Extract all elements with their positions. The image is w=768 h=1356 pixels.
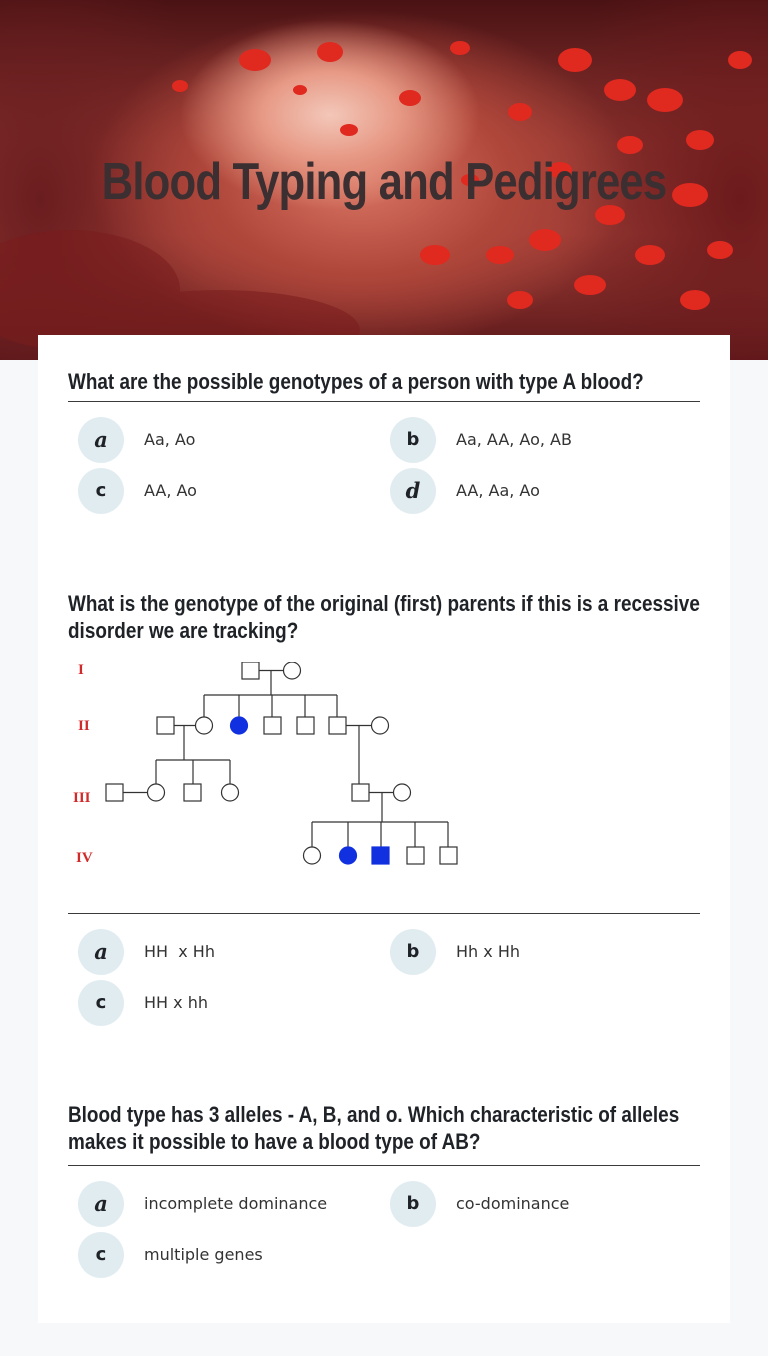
male-individual xyxy=(297,717,314,734)
option-letter: a xyxy=(78,929,124,975)
option-letter: b xyxy=(390,417,436,463)
female-individual xyxy=(372,717,389,734)
male-individual xyxy=(106,784,123,801)
option-letter: c xyxy=(78,980,124,1026)
option-label: multiple genes xyxy=(144,1245,263,1264)
affected-male-individual xyxy=(372,847,389,864)
question-2 xyxy=(68,590,700,1013)
pedigree-chart xyxy=(68,662,488,892)
divider xyxy=(68,913,700,914)
male-individual xyxy=(157,717,174,734)
female-individual xyxy=(394,784,411,801)
option-letter: b xyxy=(390,1181,436,1227)
female-individual xyxy=(304,847,321,864)
male-individual xyxy=(264,717,281,734)
option-letter: a xyxy=(78,417,124,463)
question-1-text: What are the possible genotypes of a person with type A blood? xyxy=(68,369,644,394)
question-1 xyxy=(68,368,700,503)
male-individual xyxy=(352,784,369,801)
male-individual xyxy=(184,784,201,801)
option-label: Hh x Hh xyxy=(456,942,520,961)
question-3 xyxy=(68,1101,700,1265)
female-individual xyxy=(148,784,165,801)
option-label: co-dominance xyxy=(456,1194,570,1213)
affected-female-individual xyxy=(340,847,357,864)
female-individual xyxy=(222,784,239,801)
divider xyxy=(68,1165,700,1166)
divider xyxy=(68,401,700,402)
option-letter: a xyxy=(78,1181,124,1227)
option-label: AA, Aa, Ao xyxy=(456,481,540,500)
generation-label-ii: II xyxy=(78,718,90,734)
option-label: Aa, Ao xyxy=(144,430,196,449)
option-letter: c xyxy=(78,1232,124,1278)
female-individual xyxy=(196,717,213,734)
option-letter: b xyxy=(390,929,436,975)
generation-label-iii: III xyxy=(73,790,91,806)
affected-female-individual xyxy=(231,717,248,734)
option-letter: c xyxy=(78,468,124,514)
page-title: Blood Typing and Pedigrees xyxy=(101,153,667,211)
male-individual xyxy=(242,662,259,679)
male-individual xyxy=(440,847,457,864)
option-label: HH x hh xyxy=(144,993,208,1012)
option-letter: d xyxy=(390,468,436,514)
option-label: Aa, AA, Ao, AB xyxy=(456,430,572,449)
quiz-card xyxy=(38,335,730,1323)
question-2-text: What is the genotype of the original (first) parents if this is a recessive disorder we are tracking? xyxy=(68,591,700,643)
option-label: HH x Hh xyxy=(144,942,215,961)
option-label: incomplete dominance xyxy=(144,1194,328,1213)
generation-label-iv: IV xyxy=(76,850,93,866)
header-banner xyxy=(0,0,768,360)
female-individual xyxy=(284,662,301,679)
generation-label-i: I xyxy=(78,662,84,678)
option-label: AA, Ao xyxy=(144,481,197,500)
male-individual xyxy=(329,717,346,734)
question-3-text: Blood type has 3 alleles - A, B, and o. Which characteristic of alleles makes it possible to have a blood type of AB? xyxy=(68,1102,680,1154)
male-individual xyxy=(407,847,424,864)
